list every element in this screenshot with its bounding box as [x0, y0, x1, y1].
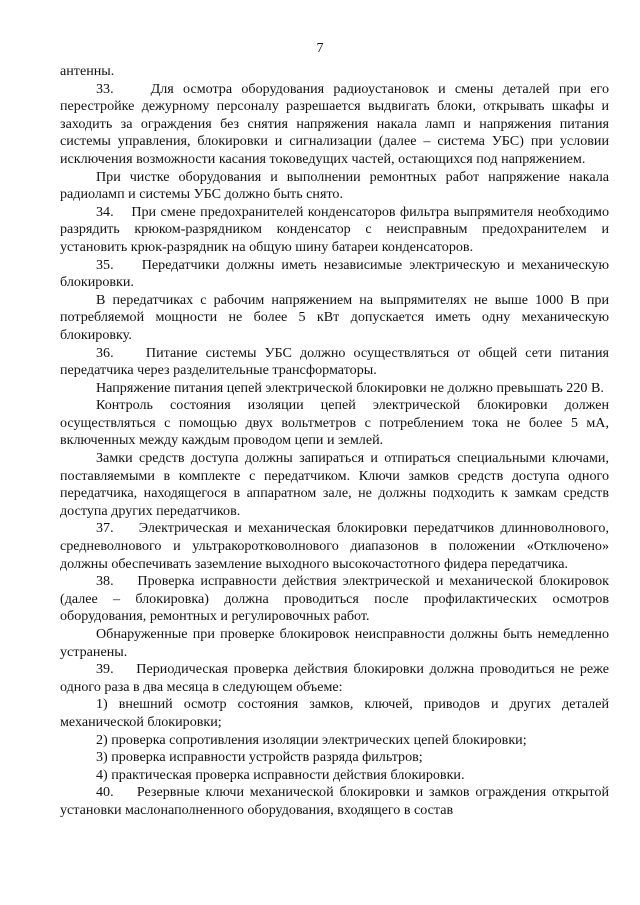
paragraph-37: 37. Электрическая и механическая блокировки передатчиков длинноволнового, средневолнового и ультракоротковолнового диапазонов в положении «Отключено» должны обеспечивать заземление выходного высокочастотного фидера передатчика.	[60, 520, 609, 572]
list-item: 2) проверка сопротивления изоляции электрических цепей блокировки;	[96, 731, 527, 748]
document-body	[60, 63, 609, 820]
paragraph-39: 39. Периодическая проверка действия блокировки должна проводиться не реже одного раза в два месяца в следующем объеме:	[60, 661, 609, 695]
paragraph: Напряжение питания цепей электрической блокировки не должно превышать 220 В.	[96, 379, 604, 396]
list-item: 3) проверка исправности устройств разряда фильтров;	[96, 749, 423, 766]
paragraph-35: 35. Передатчики должны иметь независимые электрическую и механическую блокировки.	[60, 256, 609, 291]
paragraph-34: 34. При смене предохранителей конденсаторов фильтра выпрямителя необходимо разрядить крюком-разрядником конденсатор с неисправным предохранителем и установить крюк-разрядник на общую шину батареи конденсаторов.	[60, 203, 609, 255]
paragraph: При чистке оборудования и выполнении ремонтных работ напряжение накала радиоламп и системы УБС должно быть снято.	[60, 168, 609, 203]
paragraph-continuation: антенны.	[60, 63, 115, 79]
paragraph: В передатчиках с рабочим напряжением на выпрямителях не выше 1000 В при потребляемой мощности не более 5 кВт допускается иметь одну механическую блокировку.	[60, 291, 609, 343]
paragraph-36: 36. Питание системы УБС должно осуществляться от общей сети питания передатчика через разделительные трансформаторы.	[60, 344, 609, 379]
list-item: 1) внешний осмотр состояния замков, ключей, приводов и других деталей механической блокировки;	[60, 696, 609, 730]
page-number: 7	[316, 41, 324, 56]
paragraph-38: 38. Проверка исправности действия электрической и механической блокировок (далее – блокировка) должна проводиться после профилактических осмотров оборудования, ремонтных и регулировочных работ.	[60, 573, 609, 625]
paragraph-33: 33. Для осмотра оборудования радиоустановок и смены деталей при его перестройке дежурному персоналу разрешается выдвигать блоки, открывать шкафы и заходить за ограждения без снятия напряжения накала ламп и напряжения питания системы управления, блокировки и сигнализации (далее – система УБС) при условии исключения возможности касания токоведущих частей, остающихся под напряжением.	[60, 80, 609, 167]
paragraph: Обнаруженные при проверке блокировок неисправности должны быть немедленно устранены.	[60, 626, 609, 660]
paragraph: Контроль состояния изоляции цепей электрической блокировки должен осуществляться с помощью двух вольтметров с потреблением тока не более 5 мА, включенных между каждым проводом цепи и землей.	[60, 397, 609, 449]
paragraph-40: 40. Резервные ключи механической блокировки и замков ограждения открытой установки маслонаполненного оборудования, входящего в состав	[60, 784, 609, 818]
paragraph: Замки средств доступа должны запираться и отпираться специальными ключами, поставляемыми в комплекте с передатчиком. Ключи замков средств доступа одного передатчика, находящегося в аппаратном зале, не должны подходить к замкам средств доступа других передатчиков.	[60, 450, 609, 519]
list-item: 4) практическая проверка исправности действия блокировки.	[96, 766, 465, 783]
